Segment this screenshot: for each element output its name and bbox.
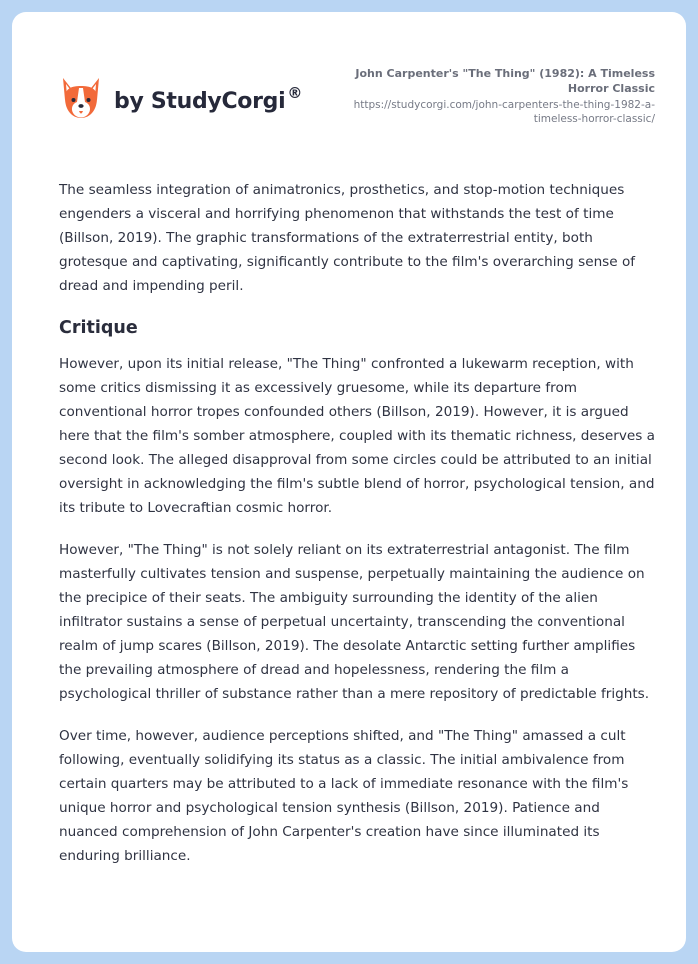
document-title: John Carpenter's "The Thing" (1982): A Timeless Horror Classic (355, 67, 655, 95)
intro-paragraph: The seamless integration of animatronics, prosthetics, and stop-motion techniques engenders a visceral and horrifying phenomenon that withstands the test of time (Billson, 2019). The graphic transformations of the extraterrestrial entity, both grotesque and captivating, significantly contribute to the film's overarching sense of dread and impending peril. (59, 182, 636, 294)
registered-mark: ® (287, 83, 303, 102)
brand-name: by StudyCorgi ® (114, 83, 303, 114)
article-body (59, 178, 659, 886)
paragraph: However, "The Thing" is not solely reliant on its extraterrestrial antagonist. The film masterfully cultivates tension and suspense, perpetually maintaining the audience on the precipice of their seats. The ambiguity surrounding the identity of the alien infiltrator sustains a sense of perpetual uncertainty, transcending the conventional realm of jump scares (Billson, 2019). The desolate Antarctic setting further amplifies the prevailing atmosphere of dread and hopelessness, rendering the film a psychological thriller of substance rather than a mere repository of predictable frights. (59, 542, 650, 702)
document-page (12, 12, 686, 952)
studycorgi-logo[interactable] (60, 76, 302, 122)
corgi-logo-icon (60, 76, 102, 122)
section-heading: Critique (59, 318, 138, 338)
document-meta (315, 66, 655, 126)
paragraph: However, upon its initial release, "The Thing" confronted a lukewarm reception, with some critics dismissing it as excessively gruesome, while its departure from conventional horror tropes confounded others (Billson, 2019). However, it is argued here that the film's somber atmosphere, coupled with its thematic richness, deserves a second look. The alleged disapproval from some circles could be attributed to an initial oversight in acknowledging the film's subtle blend of horror, psychological tension, and its tribute to Lovecraftian cosmic horror. (59, 356, 655, 516)
page-header (12, 12, 686, 162)
paragraph: Over time, however, audience perceptions shifted, and "The Thing" amassed a cult following, eventually solidifying its status as a classic. The initial ambivalence from certain quarters may be attributed to a lack of immediate resonance with the film's unique horror and psychological tension synthesis (Billson, 2019). Patience and nuanced comprehension of John Carpenter's creation have since illuminated its enduring brilliance. (59, 728, 629, 864)
document-url[interactable]: https://studycorgi.com/john-carpenters-the-thing-1982-a-timeless-horror-classic/ (353, 99, 655, 125)
